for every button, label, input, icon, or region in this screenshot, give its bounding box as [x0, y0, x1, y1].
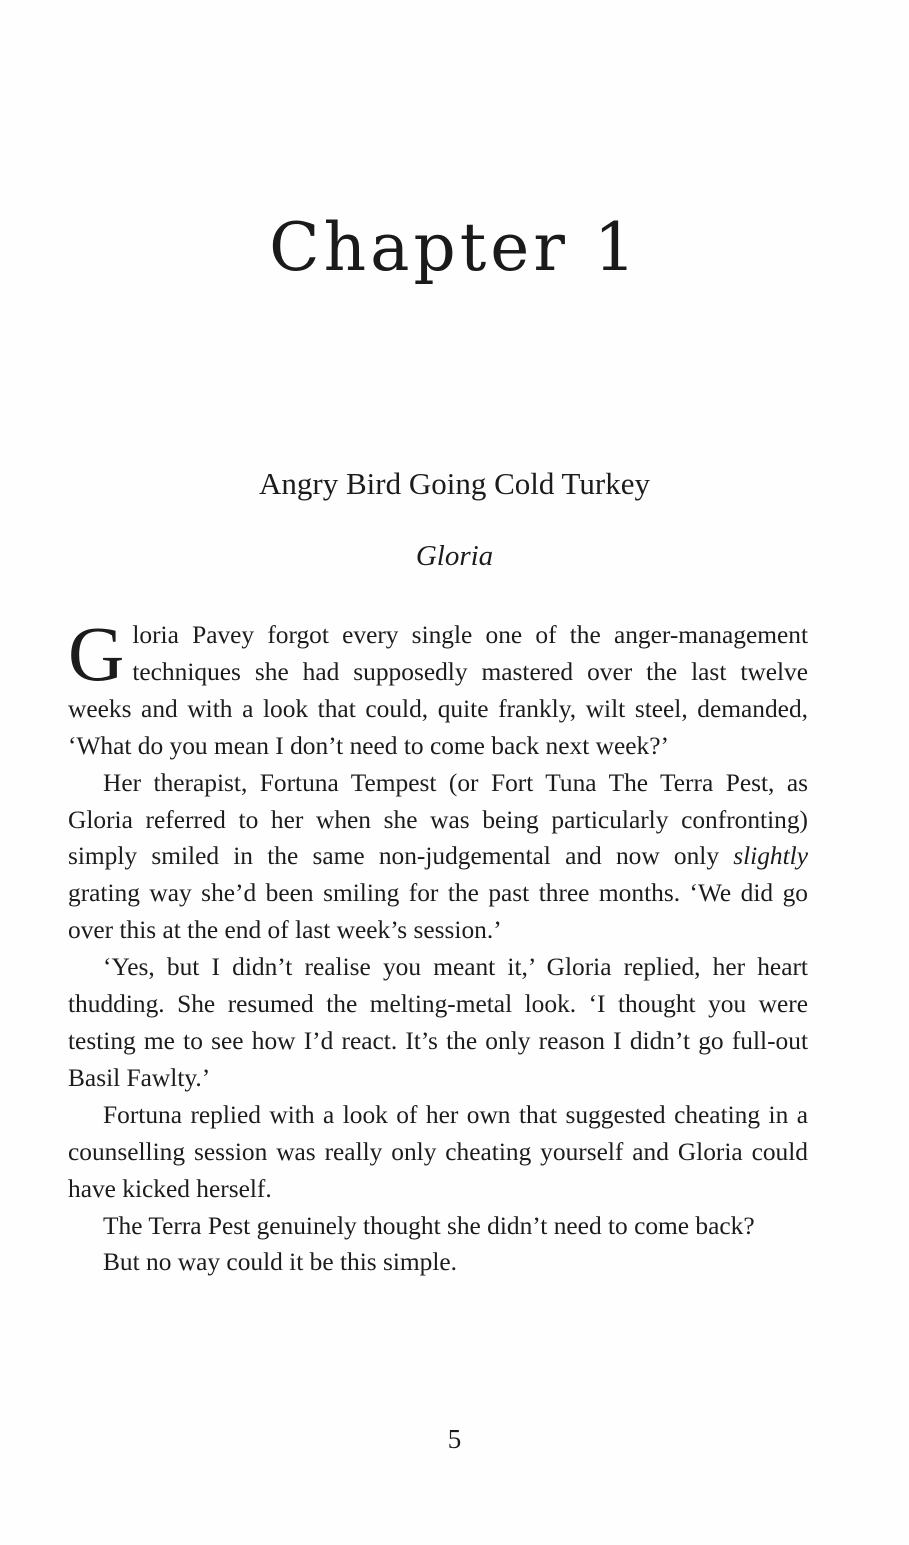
paragraph-text: Her therapist, Fortuna Tempest (or Fort Tuna The Terra Pest, as Gloria referred to her when she was being particularly confronting) simply smiled in the same non-judgemental and now only [68, 768, 808, 871]
paragraph: The Terra Pest genuinely thought she didn’t need to come back? [103, 1211, 755, 1240]
paragraph-text: loria Pavey forgot every single one of the anger-management techniques she had supposedly mastered over the last twelve weeks and with a look that could, quite frankly, wilt steel, demanded, ‘What do you mean I don’t need to come back next week?’ [68, 621, 808, 760]
paragraph: ‘Yes, but I didn’t realise you meant it,’ Gloria replied, her heart thudding. She resumed the melting-metal look. ‘I thought you were testing me to see how I’d react. It’s the only reason I didn’t go full-out Basil Fawlty.’ [68, 953, 808, 1092]
section-title: Angry Bird Going Cold Turkey [259, 466, 650, 501]
emphasis-text: slightly [733, 842, 808, 871]
paragraph: Fortuna replied with a look of her own that suggested cheating in a counselling session was really only cheating yourself and Gloria could have kicked herself. [68, 1100, 808, 1203]
body-text [68, 610, 808, 1281]
chapter-title: Chapter 1 [269, 209, 640, 286]
paragraph [68, 765, 808, 950]
pov-character-heading: Gloria [415, 540, 494, 572]
paragraph-text: grating way she’d been smiling for the past three months. ‘We did go over this at the end of last week’s session.’ [68, 879, 808, 945]
drop-cap: G [68, 610, 125, 697]
page-number: 5 [447, 1424, 462, 1454]
paragraph [68, 610, 808, 765]
paragraph: But no way could it be this simple. [103, 1248, 458, 1277]
